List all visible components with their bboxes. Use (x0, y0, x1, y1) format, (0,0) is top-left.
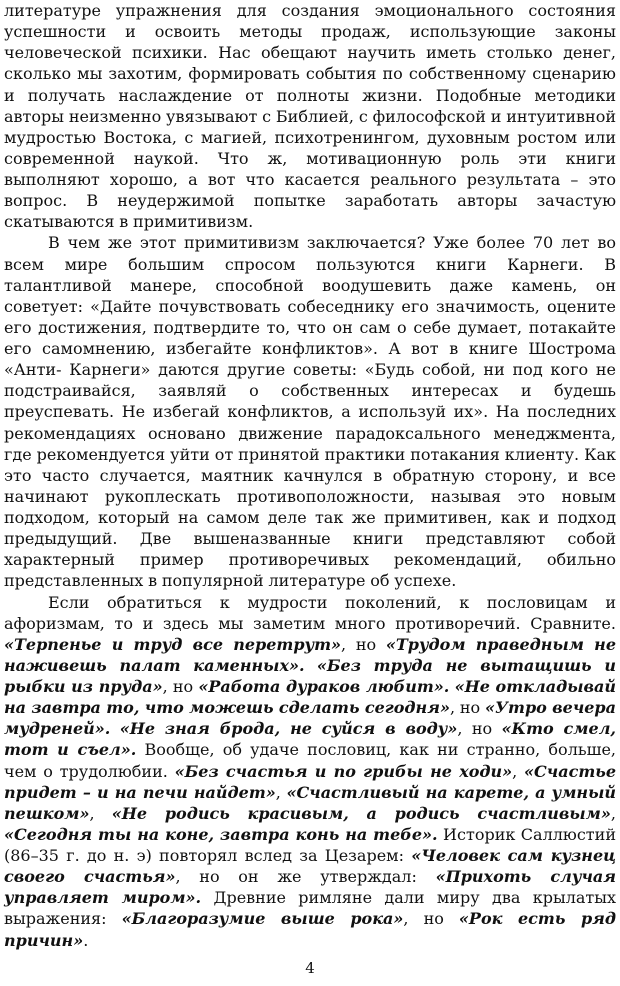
proverb-quote: «Утро вечера мудреней». (4, 698, 616, 739)
proverb-quote: «Без труда не вытащишь и рыбки из пруда» (4, 655, 616, 696)
proverb-quote: «Человек сам кузнец своего счастья» (4, 846, 617, 887)
paragraph-3-text: , но он же утверждал: (175, 867, 436, 887)
proverb-quote: «Счастье придет – и на печи найдет» (4, 761, 616, 802)
paragraph-3-text: , но (449, 698, 486, 718)
paragraph-3-text: , но (403, 909, 459, 929)
paragraph-3-text: , (89, 803, 112, 823)
paragraph-3-text: Вообще, об удаче пословиц, как ни странно, больше, чем о трудолюбии. (4, 740, 616, 781)
paragraph-3-text: , но (162, 677, 199, 696)
paragraph-3-text (110, 719, 119, 738)
paragraph-3-text: , (512, 761, 525, 781)
proverb-quote: «Благоразумие выше рока» (121, 909, 404, 929)
paragraph-3-text (305, 656, 317, 675)
paragraph-3-text: Если обратиться к мудрости поколений, к пословицам и афоризмам, то и здесь мы заметим много противоречий. Сравните. (4, 592, 616, 633)
page-text (4, 0, 616, 951)
paragraph-1: литературе упражнения для создания эмоционального состояния успешности и освоить методы продаж, использующие законы человеческой психики. Нас обещают научить иметь столько денег, сколько мы захотим, формировать события по собственному сценарию и получать наслаждение от полноты жизни. Подобные методики авторы неизменно увязывают с Библией, с философской и интуитивной мудростью Востока, с магией, психотренингом, духовным ростом или современной наукой. Что ж, мотивационную роль эти книги выполняют хорошо, а вот что касается реального результата – это вопрос. В неудержимой попытке заработать авторы зачастую скатываются в примитивизм. (4, 1, 616, 232)
proverb-quote: «Счастливый на карете, а умный пешком» (4, 782, 616, 823)
proverb-quote: «Не откладывай на завтра то, что можешь сделать сегодня» (4, 677, 616, 718)
proverb-quote: «Без счастья и по грибы не ходи» (174, 761, 513, 781)
proverb-quote: «Работа дураков любит». (198, 677, 450, 696)
proverb-quote: «Кто смел, тот и съел». (4, 719, 616, 760)
page-number: 4 (305, 959, 315, 977)
paragraph-3-text: , (610, 803, 616, 823)
paragraph-3-text: , но (341, 634, 386, 654)
paragraph-3-text: Историк Саллюстий (86–35 г. до н. э) повторял вслед за Цезарем: (4, 824, 616, 865)
proverb-quote: «Не родись красивым, а родись счастливым» (111, 803, 611, 823)
paragraph-3 (4, 592, 616, 951)
proverb-quote: «Прихоть случая управляет миром». (4, 867, 616, 908)
paragraph-3-text: Древние римляне дали миру два крылатых выражения: (4, 888, 617, 929)
proverb-quote: «Не зная брода, не суйся в воду» (119, 719, 458, 739)
proverb-quote: «Сегодня ты на коне, завтра конь на тебе». (4, 824, 438, 844)
paragraph-3-text: , но (457, 719, 502, 739)
proverb-quote: «Терпенье и труд все перетрут» (4, 634, 342, 654)
proverb-quote: «Рок есть ряд причин» (4, 909, 616, 950)
paragraph-3-text: , (275, 782, 287, 802)
paragraph-2: В чем же этот примитивизм заключается? Уже более 70 лет во всем мире большим спросом пользуются книги Карнеги. В талантливой манере, способной воодушевить даже камень, он советует: «Дайте почувствовать собеседнику его значимость, оцените его достижения, подтвердите то, что он сам о себе думает, потакайте его самомнению, избегайте конфликтов». А вот в книге Шострома «Анти- Карнеги» даются другие советы: «Будь собой, ни под кого не подстраивайся, заявляй о собственных интересах и будешь преуспевать. Не избегай конфликтов, а используй их». На последних рекомендациях основано движение парадоксального менеджмента, где рекомендуется уйти от принятой практики потакания клиенту. Как это часто случается, маятник качнулся в обратную сторону, и все начинают рукоплескать противоположности, называя это новым подходом, который на самом деле так же примитивен, как и подход предыдущий. Две вышеназванные книги представляют собой характерный пример противоречивых рекомендаций, обильно представленных в популярной литературе об успехе. (4, 233, 616, 591)
proverb-quote: «Трудом праведным не наживешь палат каменных». (4, 634, 616, 675)
paragraph-3-text: . (83, 930, 89, 950)
